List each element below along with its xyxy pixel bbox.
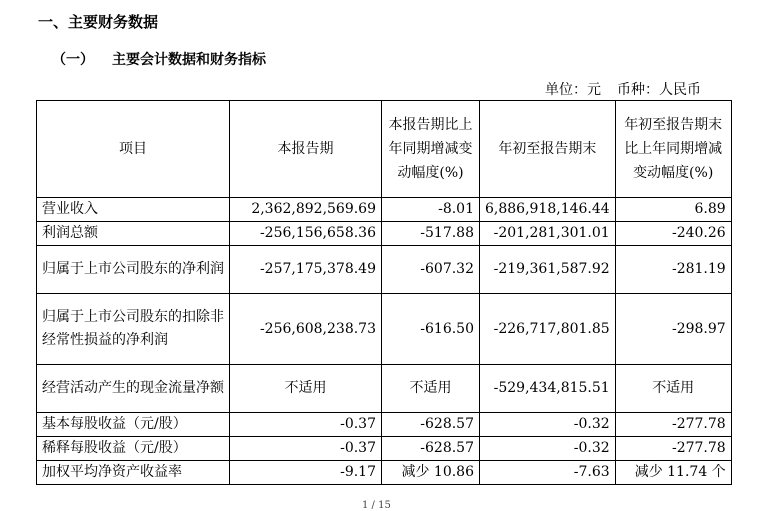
row-item: 营业收入 xyxy=(37,198,230,222)
cell-current-change: -607.32 xyxy=(382,246,480,294)
cell-current-change: -628.57 xyxy=(382,437,480,461)
table-row xyxy=(37,461,732,485)
header-item: 项目 xyxy=(37,101,230,198)
unit-line xyxy=(545,79,701,99)
cell-ytd-change: -277.78 xyxy=(615,413,731,437)
subsection-label: 主要会计数据和财务指标 xyxy=(112,52,266,68)
cell-current: -256,156,658.36 xyxy=(230,222,382,246)
row-item: 加权平均净资产收益率 xyxy=(37,461,230,485)
row-item: 归属于上市公司股东的净利润 xyxy=(37,246,230,294)
unit-label: 单位：元 xyxy=(545,82,601,98)
cell-ytd: -226,717,801.85 xyxy=(480,294,616,365)
cell-current: -0.37 xyxy=(230,437,382,461)
row-item: 利润总额 xyxy=(37,222,230,246)
cell-current: -256,608,238.73 xyxy=(230,294,382,365)
table-header-row xyxy=(37,101,732,198)
cell-ytd-change: -298.97 xyxy=(615,294,731,365)
row-item: 稀释每股收益（元/股） xyxy=(37,437,230,461)
cell-ytd-change: -281.19 xyxy=(615,246,731,294)
table-row xyxy=(37,198,732,222)
cell-current: -9.17 xyxy=(230,461,382,485)
table-row xyxy=(37,246,732,294)
cell-ytd: 6,886,918,146.44 xyxy=(480,198,616,222)
currency-label: 币种：人民币 xyxy=(617,82,701,98)
cell-ytd-change: -277.78 xyxy=(615,437,731,461)
cell-current: -257,175,378.49 xyxy=(230,246,382,294)
cell-ytd-change: -240.26 xyxy=(615,222,731,246)
cell-ytd: -529,434,815.51 xyxy=(480,365,616,413)
header-ytd: 年初至报告期末 xyxy=(480,101,616,198)
cell-ytd: -219,361,587.92 xyxy=(480,246,616,294)
header-current-change: 本报告期比上年同期增减变动幅度(%) xyxy=(382,101,480,198)
header-ytd-change: 年初至报告期末比上年同期增减变动幅度(%) xyxy=(615,101,731,198)
table-row xyxy=(37,365,732,413)
financial-data-table xyxy=(36,100,732,485)
section-title: 一、主要财务数据 xyxy=(38,13,159,31)
cell-ytd: -7.63 xyxy=(480,461,616,485)
cell-ytd: -0.32 xyxy=(480,413,616,437)
subsection-title xyxy=(52,49,266,69)
cell-current: 不适用 xyxy=(230,365,382,413)
subsection-number: （一） xyxy=(52,52,94,68)
row-item: 归属于上市公司股东的扣除非经常性损益的净利润 xyxy=(37,294,230,365)
cell-current-change: -517.88 xyxy=(382,222,480,246)
cell-current-change: 减少 10.86 xyxy=(382,461,480,485)
table-row xyxy=(37,413,732,437)
header-current-period: 本报告期 xyxy=(230,101,382,198)
row-item: 经营活动产生的现金流量净额 xyxy=(37,365,230,413)
table-row xyxy=(37,222,732,246)
cell-ytd-change: 不适用 xyxy=(615,365,731,413)
table-row xyxy=(37,437,732,461)
cell-current-change: -628.57 xyxy=(382,413,480,437)
page-number: 1 / 15 xyxy=(362,500,391,511)
cell-current: 2,362,892,569.69 xyxy=(230,198,382,222)
cell-current-change: -8.01 xyxy=(382,198,480,222)
cell-current-change: 不适用 xyxy=(382,365,480,413)
cell-ytd: -0.32 xyxy=(480,437,616,461)
cell-current: -0.37 xyxy=(230,413,382,437)
table-row xyxy=(37,294,732,365)
cell-ytd-change: 6.89 xyxy=(615,198,731,222)
row-item: 基本每股收益（元/股） xyxy=(37,413,230,437)
cell-ytd: -201,281,301.01 xyxy=(480,222,616,246)
cell-current-change: -616.50 xyxy=(382,294,480,365)
cell-ytd-change: 减少 11.74 个 xyxy=(615,461,731,485)
